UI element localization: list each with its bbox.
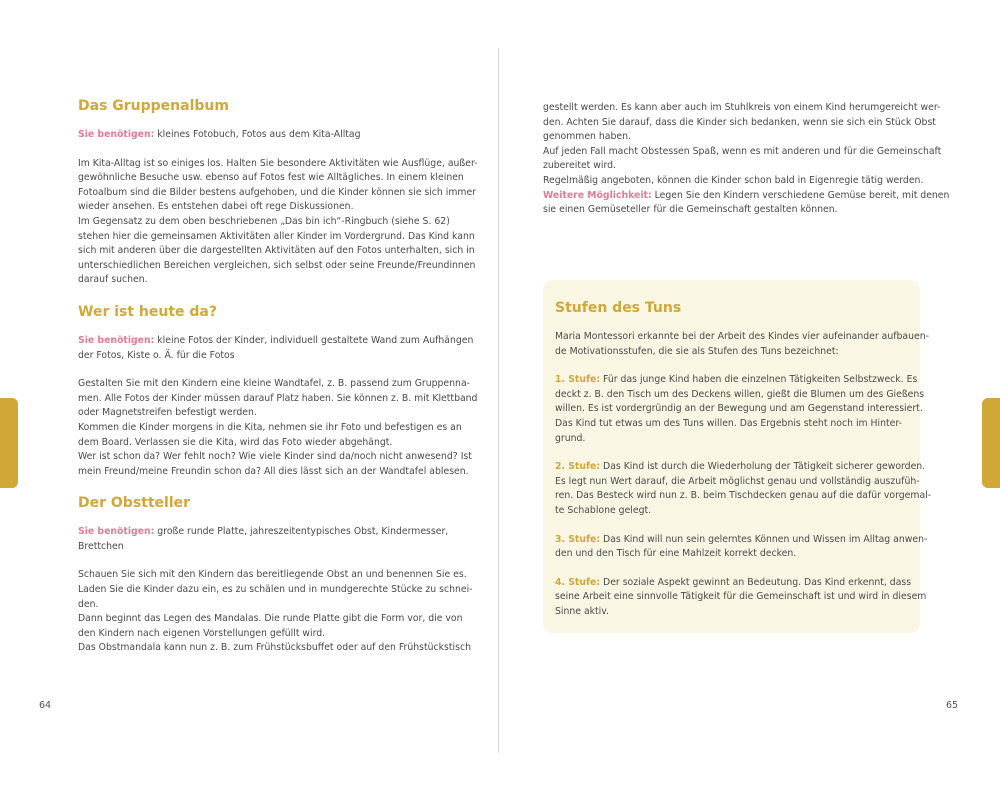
- body-line: gewöhnliche Besuche usw. ebenso auf Fotos fest wie Alltägliches. In einem kleinen: [78, 172, 464, 184]
- stage-text: te Schablone gelegt.: [555, 504, 652, 516]
- stage-label: 4. Stufe:: [555, 576, 601, 588]
- body-line: dem Board. Verlassen sie die Kita, wird das Foto wieder abgehängt.: [78, 436, 393, 448]
- info-box-intro: [555, 330, 929, 359]
- stage-text: seine Arbeit eine sinnvolle Tätigkeit für die Gemeinschaft ist und wird in diesem: [555, 591, 927, 603]
- page-gutter-divider: [498, 48, 499, 753]
- body-line: Wer ist schon da? Wer fehlt noch? Wie viele Kinder sind da/noch nicht anwesend? Ist: [78, 451, 472, 463]
- stage-label: 3. Stufe:: [555, 533, 601, 545]
- info-box-stufen-des-tuns: [543, 280, 932, 633]
- stage-text: Der soziale Aspekt gewinnt an Bedeutung. Das Kind erkennt, dass: [603, 576, 912, 588]
- body-gruppenalbum: [78, 157, 478, 288]
- needs-label: Sie benötigen:: [78, 526, 155, 538]
- body-line: de Motivationsstufen, die sie als Stufen des Tuns bezeichnet:: [555, 345, 839, 357]
- page-number-left: 64: [39, 700, 52, 711]
- section-title-gruppenalbum: Das Gruppenalbum: [78, 98, 229, 114]
- body-line: wieder ansehen. Es entstehen dabei oft rege Diskussionen.: [78, 201, 354, 213]
- page-number-right: 65: [946, 700, 959, 711]
- stage-text: Das Kind will nun sein gelerntes Können und Wissen im Alltag anwen-: [603, 533, 928, 545]
- body-line: mein Freund/meine Freundin schon da? All dies lässt sich an der Wandtafel ablesen.: [78, 465, 469, 477]
- needs-text: große runde Platte, jahreszeitentypisches Obst, Kindermesser,: [157, 526, 449, 538]
- stage-text: den und den Tisch für eine Mahlzeit korrekt decken.: [555, 548, 797, 560]
- body-line: Fotoalbum sind die Bilder bestens aufgehoben, und die Kinder können sie sich immer: [78, 186, 476, 198]
- needs-text: kleines Fotobuch, Fotos aus dem Kita-Alltag: [157, 129, 361, 140]
- section-title-obstteller: Der Obstteller: [78, 495, 191, 512]
- more-text: Legen Sie den Kindern verschiedene Gemüse bereit, mit denen: [654, 189, 950, 201]
- body-line: Auf jeden Fall macht Obstessen Spaß, wenn es mit anderen und für die Gemeinschaft: [543, 145, 942, 157]
- body-line: Das Obstmandala kann nun z. B. zum Frühstücksbuffet oder auf den Frühstückstisch: [78, 642, 471, 654]
- body-line: stehen hier die gemeinsamen Aktivitäten aller Kinder im Vordergrund. Das Kind kann: [78, 230, 475, 242]
- stage-text: willen. Es ist vordergründig an der Bewegung und am Gegenstand interessiert.: [555, 403, 923, 415]
- needs-block-gruppenalbum: [78, 128, 456, 143]
- right-chapter-tab: [982, 398, 1000, 488]
- body-line: zubereitet wird.: [543, 160, 616, 172]
- stage-4: [555, 576, 927, 620]
- needs-text: der Fotos, Kiste o. Ä. für die Fotos: [78, 349, 235, 361]
- body-line: darauf suchen.: [78, 274, 148, 286]
- body-line: unterschiedlichen Bereichen vergleichen, sich selbst oder seine Freunde/Freundinnen: [78, 259, 476, 271]
- body-line: oder Magnetstreifen befestigt werden.: [78, 407, 257, 419]
- body-line: Im Kita-Alltag ist so einiges los. Halten Sie besondere Aktivitäten wie Ausflüge, außer-: [78, 157, 478, 169]
- needs-label: Sie benötigen:: [78, 129, 155, 140]
- more-text: sie einen Gemüseteller für die Gemeinschaft gestalten können.: [543, 204, 838, 216]
- body-line: Dann beginnt das Legen des Mandalas. Die runde Platte gibt die Form vor, die von: [78, 613, 463, 625]
- stage-text: Für das junge Kind haben die einzelnen Tätigkeiten Selbstzweck. Es: [603, 374, 918, 386]
- stage-label: 2. Stufe:: [555, 461, 601, 473]
- body-line: Maria Montessori erkannte bei der Arbeit des Kindes vier aufeinander aufbauen-: [555, 331, 929, 342]
- body-line: Kommen die Kinder morgens in die Kita, nehmen sie ihr Foto und befestigen es an: [78, 421, 462, 433]
- stage-text: deckt z. B. den Tisch um des Deckens willen, gießt die Blumen um des Gießens: [555, 388, 925, 400]
- continuation-text: [543, 101, 950, 218]
- body-line: sich mit anderen über die dargestellten Aktivitäten auf den Fotos unterhalten, sich in: [78, 245, 475, 257]
- info-box-title: Stufen des Tuns: [555, 300, 682, 316]
- right-column: [543, 101, 950, 232]
- needs-label: Sie benötigen:: [78, 334, 155, 346]
- left-column: [78, 96, 478, 670]
- body-line: Im Gegensatz zu dem oben beschriebenen „Das bin ich“-Ringbuch (siehe S. 62): [78, 215, 450, 227]
- needs-text: Brettchen: [78, 540, 124, 552]
- body-line: Laden Sie die Kinder dazu ein, es zu schälen und in mundgerechte Stücke zu schnei-: [78, 584, 473, 596]
- body-line: Gestalten Sie mit den Kindern eine kleine Wandtafel, z. B. passend zum Gruppenna-: [78, 378, 470, 390]
- stage-text: grund.: [555, 432, 586, 444]
- body-line: den Kindern nach eigenen Vorstellungen gefüllt wird.: [78, 627, 326, 639]
- body-line: Regelmäßig angeboten, können die Kinder schon bald in Eigenregie tätig werden.: [543, 174, 924, 186]
- stage-text: Das Kind ist durch die Wiederholung der Tätigkeit sicherer geworden.: [603, 461, 926, 473]
- more-label: Weitere Möglichkeit:: [543, 189, 652, 201]
- body-line: den.: [78, 598, 99, 610]
- body-line: men. Alle Fotos der Kinder müssen darauf Platz haben. Sie können z. B. mit Klettband: [78, 392, 478, 404]
- stage-label: 1. Stufe:: [555, 374, 601, 386]
- stage-3: [555, 533, 928, 562]
- stage-2: [555, 460, 932, 518]
- body-line: Schauen Sie sich mit den Kindern das bereitliegende Obst an und benennen Sie es.: [78, 569, 467, 581]
- stage-1: [555, 373, 925, 446]
- needs-block-obstteller: [78, 525, 456, 554]
- body-line: den. Achten Sie darauf, dass die Kinder sich bedanken, wenn sie sich ein Stück Obst: [543, 116, 936, 128]
- stage-text: Es legt nun Wert darauf, die Arbeit möglichst genau und vollständig auszufüh-: [555, 475, 920, 487]
- body-obstteller: [78, 568, 473, 656]
- needs-text: kleine Fotos der Kinder, individuell gestaltete Wand zum Aufhängen: [157, 334, 474, 346]
- info-box-content: [555, 298, 932, 634]
- body-line: gestellt werden. Es kann aber auch im Stuhlkreis von einem Kind herumgereicht wer-: [543, 102, 941, 113]
- stage-text: Das Kind tut etwas um des Tuns willen. Das Ergebnis steht noch im Hinter-: [555, 417, 902, 429]
- stage-text: ren. Das Besteck wird nun z. B. beim Tischdecken genau auf die dafür vorgemal-: [555, 490, 932, 502]
- left-chapter-tab: [0, 398, 18, 488]
- body-wer-ist-heute-da: [78, 377, 478, 479]
- section-title-wer-ist-heute-da: Wer ist heute da?: [78, 303, 217, 320]
- needs-block-wer-ist-heute-da: [78, 334, 474, 363]
- body-line: genommen haben.: [543, 131, 631, 143]
- stage-text: Sinne aktiv.: [555, 605, 609, 617]
